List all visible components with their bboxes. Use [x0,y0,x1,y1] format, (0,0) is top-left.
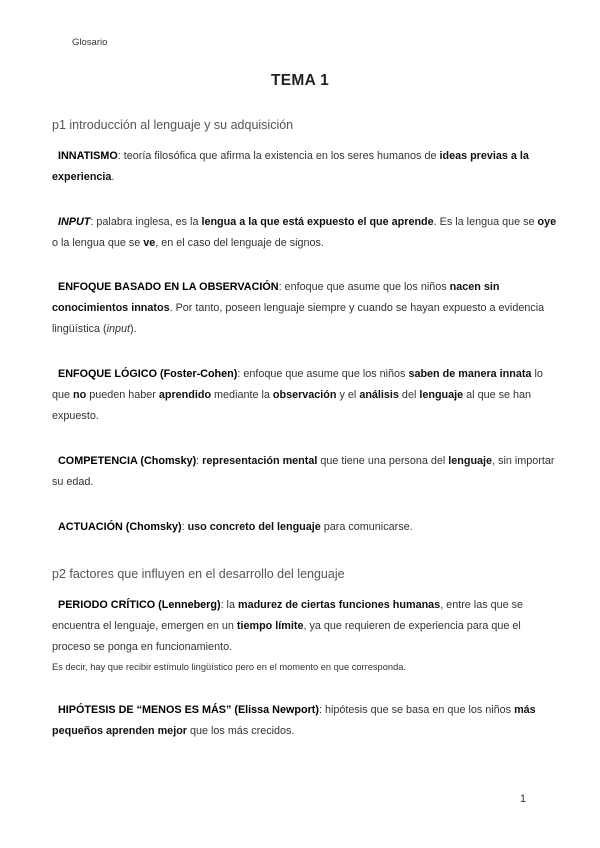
entry-bold: lenguaje [448,455,493,467]
entry-text: . Por tanto, poseen lenguaje siempre y cuando se hayan expuesto a evidencia lingüística ( [52,302,545,335]
entry-text: : enfoque que asume que los niños [278,281,450,293]
entry-term: ENFOQUE LÓGICO (Foster-Cohen) [58,368,238,380]
entry-periodo-critico [52,595,557,676]
entry-enfoque-observacion [52,277,557,340]
entry-hipotesis [52,700,557,742]
entry-text: que los más crecidos. [187,725,295,737]
entry-bold: ideas previas a la experiencia [52,150,529,183]
entry-text: . [111,171,115,183]
entry-text: que tiene una persona del [317,455,449,467]
entry-text: para comunicarse. [320,521,413,533]
page-number: 1 [520,793,527,805]
entry-text: : teoría filosófica que afirma la existencia en los seres humanos de [117,150,440,162]
entry-bold: lengua a la que está expuesto el que aprende [201,216,434,228]
entry-text: del [398,389,420,401]
entry-bold: más pequeños aprenden mejor [52,704,536,737]
entry-input [52,212,557,254]
entry-bold: saben de manera innata [408,368,532,380]
entry-term: ACTUACIÓN (Chomsky) [58,521,182,533]
section-heading-p1: p1 introducción al lenguaje y su adquisición [52,118,294,132]
page-title: TEMA 1 [270,72,330,89]
entry-text: al que se han expuesto. [52,389,532,422]
entry-bold: observación [272,389,337,401]
entry-text: . Es la lengua que se [433,216,538,228]
entry-text: , entre las que se encuentra el lenguaje, emergen en un [52,599,524,632]
entry-text: , ya que requieren de experiencia para que el proceso se ponga en funcionamiento. [52,620,521,653]
entry-term: COMPETENCIA (Chomsky) [58,455,197,467]
entry-text: , en el caso del lenguaje de signos. [155,237,324,249]
entry-actuacion [52,517,557,538]
page-header: Glosario [72,37,108,48]
entry-text: lo que [52,368,543,401]
entry-text: mediante la [211,389,273,401]
entry-bold: lenguaje [419,389,464,401]
entry-bold: uso concreto del lenguaje [187,521,321,533]
entry-text: o la lengua que se [52,237,144,249]
entry-bold: representación mental [202,455,318,467]
entry-term: INNATISMO [58,150,118,162]
entry-text: : palabra inglesa, es la [90,216,202,228]
entry-text: , sin importar su edad. [52,455,555,488]
entry-term: ENFOQUE BASADO EN LA OBSERVACIÓN [58,281,279,293]
entry-text: : enfoque que asume que los niños [237,368,409,380]
entry-bold: análisis [359,389,399,401]
entry-bold: aprendido [158,389,212,401]
entry-text: : [196,455,203,467]
entry-term: PERIODO CRÍTICO (Lenneberg) [58,599,221,611]
entry-italic: input [106,323,131,335]
entry-term: HIPÓTESIS DE “MENOS ES MÁS” (Elissa Newport) [58,704,319,716]
entry-bold: tiempo límite [236,620,304,632]
entry-innatismo [52,146,557,188]
entry-note: Es decir, hay que recibir estímulo lingüístico pero en el momento en que corresponda. [52,662,406,672]
entry-term: INPUT [58,216,91,228]
entry-enfoque-logico [52,364,557,427]
entry-bold: madurez de ciertas funciones humanas [237,599,441,611]
section-heading-p2: p2 factores que influyen en el desarrollo del lenguaje [52,567,345,581]
entry-text: ). [130,323,137,335]
entry-bold: no [73,389,87,401]
entry-bold: oye [537,216,557,228]
entry-text: : [181,521,188,533]
entry-text: pueden haber [86,389,159,401]
entry-text: : la [220,599,238,611]
entry-text: y el [336,389,360,401]
entry-competencia [52,451,557,493]
entry-text: : hipótesis que se basa en que los niños [318,704,515,716]
entry-bold: nacen sin conocimientos innatos [52,281,500,314]
entry-bold: ve [143,237,156,249]
